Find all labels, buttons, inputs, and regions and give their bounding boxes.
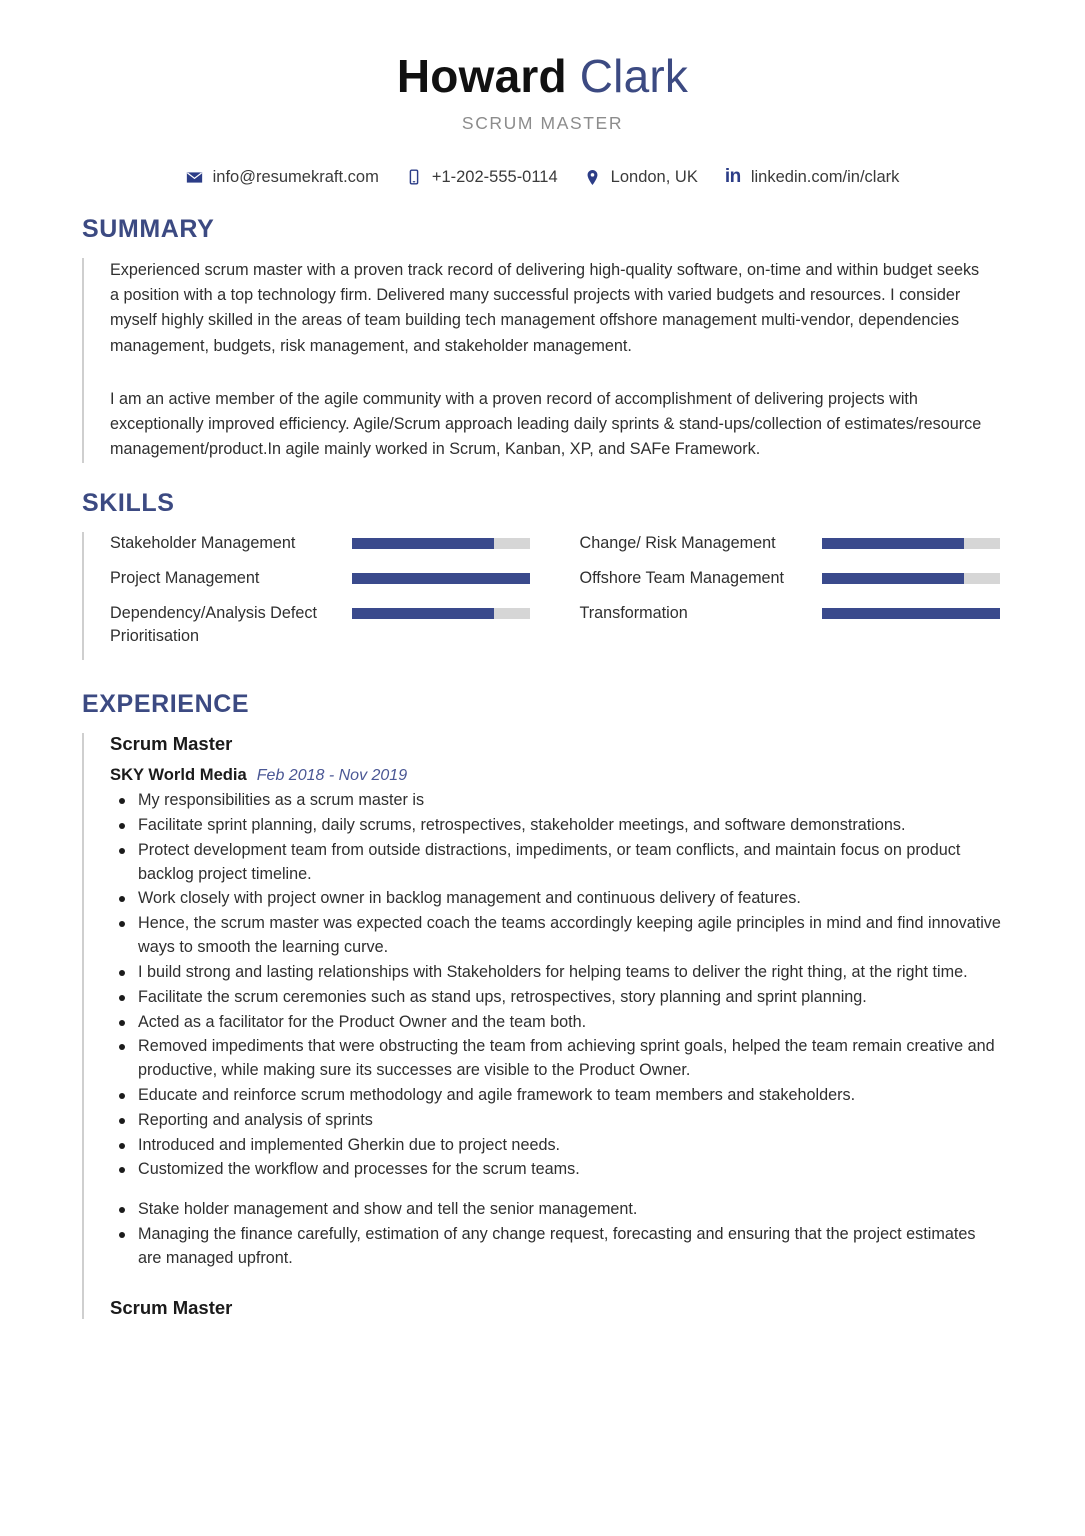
envelope-icon xyxy=(186,168,204,186)
skill-level-bar xyxy=(352,608,530,619)
skill-level-bar xyxy=(352,538,530,549)
skills-grid xyxy=(110,532,1003,661)
skill-level-fill xyxy=(352,538,494,549)
job-dates: Feb 2018 - Nov 2019 xyxy=(256,767,408,785)
skill-row xyxy=(110,532,534,555)
skill-level-fill xyxy=(352,573,530,584)
map-pin-icon xyxy=(584,168,602,186)
job-bullet: Introduced and implemented Gherkin due to project needs. xyxy=(110,1134,1003,1158)
contact-phone-text: +1-202-555-0114 xyxy=(431,167,558,186)
job-bullet: I build strong and lasting relationships with Stakeholders for helping teams to deliver the right thing, at the right time. xyxy=(110,961,1003,985)
skill-row xyxy=(580,567,1004,590)
candidate-name xyxy=(0,52,1085,101)
experience-section-title: EXPERIENCE xyxy=(82,690,250,719)
skill-level-fill xyxy=(822,608,1000,619)
jobs-container xyxy=(110,733,1003,1270)
skill-level-fill xyxy=(352,608,494,619)
job-bullet: Facilitate sprint planning, daily scrums, retrospectives, stakeholder meetings, and software demonstrations. xyxy=(110,814,1003,838)
job-meta xyxy=(110,765,1003,785)
job-bullet: Reporting and analysis of sprints xyxy=(110,1109,1003,1133)
contact-location[interactable] xyxy=(584,168,698,187)
skills-body xyxy=(82,532,1003,661)
last-name: Clark xyxy=(579,50,689,102)
experience-job xyxy=(110,733,1003,1270)
experience-body xyxy=(82,733,1003,1318)
resume-header xyxy=(0,0,1085,134)
summary-paragraph: I am an active member of the agile community with a proven record of accomplishment of delivering projects with exceptionally improved efficiency. Agile/Scrum approach leading daily sprints & stand-ups/collection of estimates/resource management/product.In agile mainly worked in Scrum, Kanban, XP, and SAFe Framework. xyxy=(110,389,982,459)
skill-level-bar xyxy=(352,573,530,584)
page-title: SCRUM MASTER xyxy=(461,112,624,133)
contact-linkedin[interactable] xyxy=(724,168,900,187)
job-bullet: Hence, the scrum master was expected coach the teams accordingly keeping agile principles in mind and find innovative ways to smooth the learning curve. xyxy=(110,912,1003,960)
job-bullet: Educate and reinforce scrum methodology and agile framework to team members and stakeholders. xyxy=(110,1084,1003,1108)
skill-level-fill xyxy=(822,538,964,549)
skill-row xyxy=(580,602,1004,625)
job-bullet: Stake holder management and show and tell the senior management. xyxy=(110,1198,1003,1222)
skill-label: Change/ Risk Management xyxy=(579,533,776,552)
skill-level-bar xyxy=(822,608,1000,619)
job-bullet: Acted as a facilitator for the Product Owner and the team both. xyxy=(110,1011,1003,1035)
contact-email[interactable] xyxy=(186,168,379,187)
skill-label: Dependency/Analysis Defect Prioritisation xyxy=(110,603,317,646)
mobile-phone-icon xyxy=(405,168,423,186)
contact-linkedin-text: linkedin.com/in/clark xyxy=(750,167,900,186)
job-bullet: My responsibilities as a scrum master is xyxy=(110,789,1003,813)
summary-section-title: SUMMARY xyxy=(82,214,215,243)
skill-row xyxy=(110,567,534,590)
linkedin-icon: in xyxy=(724,166,741,188)
skill-level-bar xyxy=(822,573,1000,584)
skill-label: Offshore Team Management xyxy=(579,568,785,587)
job-company: SKY World Media xyxy=(110,765,247,785)
job-bullet: Protect development team from outside distractions, impediments, or team conflicts, and maintain focus on product backlog project timeline. xyxy=(110,839,1003,887)
contact-bar xyxy=(0,168,1085,187)
skills-column-left xyxy=(110,532,534,661)
skill-level-fill xyxy=(822,573,964,584)
skill-label: Project Management xyxy=(110,568,260,587)
contact-location-text: London, UK xyxy=(610,167,698,186)
skill-row xyxy=(580,532,1004,555)
job-bullet: Removed impediments that were obstructing the team from achieving sprint goals, helped the team remain creative and productive, while making sure its successes are visible to the Product Owner. xyxy=(110,1035,1003,1083)
contact-email-text: info@resumekraft.com xyxy=(212,167,379,186)
job-role: Scrum Master xyxy=(110,733,233,755)
job-bullet: Work closely with project owner in backlog management and continuous delivery of features. xyxy=(110,887,1003,911)
skill-row xyxy=(110,602,534,648)
contact-phone[interactable] xyxy=(405,168,558,187)
job-bullet: Managing the finance carefully, estimation of any change request, forecasting and ensuring that the project estimates are managed upfront. xyxy=(110,1223,1003,1271)
job-bullet-list xyxy=(110,789,1003,1270)
next-job-role: Scrum Master xyxy=(110,1296,233,1318)
experience-section xyxy=(0,690,1085,1318)
summary-paragraph: Experienced scrum master with a proven track record of delivering high-quality software, on-time and within budget seeks a position with a top technology firm. Delivered many successful projects with varied budgets and resources. I consider myself highly skilled in the areas of team building tech management offshore management multi-vendor, dependencies management, budgets, risk management, and stakeholder management. xyxy=(110,260,980,355)
skill-level-bar xyxy=(822,538,1000,549)
summary-body xyxy=(82,258,1003,463)
skills-column-right xyxy=(580,532,1004,661)
summary-section xyxy=(0,215,1085,463)
job-bullet: Customized the workflow and processes for the scrum teams. xyxy=(110,1158,1003,1182)
skill-label: Stakeholder Management xyxy=(110,533,296,552)
skills-section xyxy=(0,489,1085,661)
first-name: Howard xyxy=(396,50,567,102)
skills-section-title: SKILLS xyxy=(82,488,175,517)
skill-label: Transformation xyxy=(579,603,688,622)
job-bullet: Facilitate the scrum ceremonies such as stand ups, retrospectives, story planning and sprint planning. xyxy=(110,986,1003,1010)
